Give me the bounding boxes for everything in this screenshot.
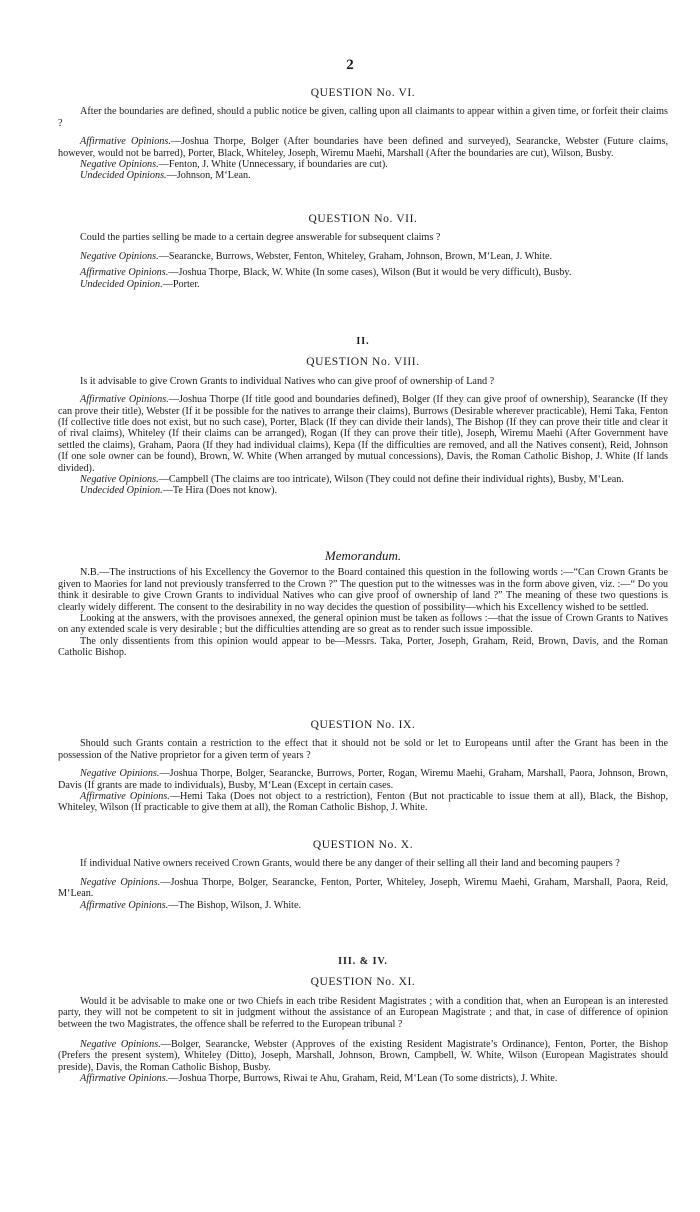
question-heading: QUESTION No. XI. <box>310 976 416 989</box>
opinion-text: —Joshua Thorpe, Bolger, Searancke, Burrows, Porter, Rogan, Wiremu Maehi, Graham, Marshall, Paora, Johnson, Brown, Davis (If grants are made to individuals), Busby, M‘Lean (Except in certain cases. <box>58 768 668 791</box>
opinion-text: —Joshua Thorpe, Black, W. White (In some cases), Wilson (But it would be very difficult), Busby. <box>168 267 572 279</box>
question-text: Should such Grants contain a restriction to the effect that it should not be sold or let to Europeans until after the Grant has been in the possession of the Native proprietor for a given term of years ? <box>58 738 668 761</box>
section-number: III. & IV. <box>338 956 388 967</box>
question-text: Could the parties selling be made to a certain degree answerable for subsequent claims ? <box>80 232 441 244</box>
opinion-text: —Johnson, M‘Lean. <box>166 170 251 182</box>
question-heading: QUESTION No. VI. <box>310 87 416 99</box>
memorandum-paragraph: N.B.—The instructions of his Excellency the Governor to the Board contained this question in the following words :—“Can Crown Grants be given to Maories for land not previously transferred to the Crown ?” The question put to the witnesses was in the form above given, viz. :—“ Do you think it desirable to give Crown Grants to individual Natives who can give proof of ownership of land ?” The meaning of these two questions is clearly widely different. The consent to the desirability in no way decides the question of possibility—which his Excellency wished to be settled. <box>58 567 668 613</box>
question-10-section <box>58 840 668 911</box>
opinion-text: —Searancke, Burrows, Webster, Fenton, Whiteley, Graham, Johnson, Brown, M‘Lean, J. White. <box>158 250 553 262</box>
opinion-text: —The Bishop, Wilson, J. White. <box>168 899 302 911</box>
opinion-label: Undecided Opinion. <box>80 485 163 497</box>
question-9-section <box>58 720 668 814</box>
opinion-label: Affirmative Opinions. <box>80 394 169 406</box>
opinion-label: Undecided Opinions. <box>80 170 167 182</box>
opinion-text: —Joshua Thorpe (If title good and boundaries defined), Bolger (If they can give proof of ownership), Searancke (If they can prove their title), Webster (If it be possible for the natives to arrange their claims), Burrows (Desirable wherever practicable), Hemi Taka, Fenton (If collective title does not exist, but no such case), Porter, Black (If they can divide their lands), The Bishop (If they can prove their title and clear it of rival claims), Whiteley (If their claims can be arranged), Rogan (If they can prove their title), Joseph, Wiremu Maehi (After Government have settled the claims), Graham, Paora (If they had individual claims), Kepa (If the difficulties are removed, and all the Natives consent), Reid, Johnson (If one sole owner can be found), Brown, W. White (When arranged by mutual concessions), Davis, the Roman Catholic Bishop, J. White (If lands divided). <box>58 394 668 474</box>
opinion-label: Affirmative Opinions. <box>80 899 169 911</box>
opinion-label: Negative Opinions. <box>80 876 161 888</box>
opinion-text: —Fenton, J. White (Unnecessary, if boundaries are cut). <box>158 159 388 171</box>
opinion-text: —Porter. <box>162 278 200 290</box>
question-text: After the boundaries are defined, should a public notice be given, calling upon all claimants to appear within a given time, or forfeit their claims ? <box>58 106 668 129</box>
opinion-label: Affirmative Opinions. <box>80 791 170 803</box>
opinion-label: Negative Opinions. <box>80 768 160 780</box>
question-7-section <box>58 214 668 290</box>
question-8-section <box>58 336 668 497</box>
question-heading: QUESTION No. IX. <box>310 719 416 731</box>
memorandum-paragraph: The only dissentients from this opinion would appear to be—Messrs. Taka, Porter, Joseph, Graham, Reid, Brown, Davis, and the Roman Catholic Bishop. <box>58 635 668 659</box>
question-text: If individual Native owners received Crown Grants, would there be any danger of their selling all their land and becoming paupers ? <box>80 858 620 870</box>
opinion-label: Negative Opinions. <box>80 1039 161 1051</box>
opinion-label: Affirmative Opinions. <box>80 1073 169 1085</box>
question-heading: QUESTION No. VII. <box>308 213 418 225</box>
opinion-label: Affirmative Opinions. <box>80 267 169 279</box>
opinion-label: Affirmative Opinions. <box>80 136 171 148</box>
opinion-text: —Joshua Thorpe, Bolger (After boundaries have been defined and surveyed), Searancke, Webster (Future claims, however, would not be barred), Porter, Black, Whiteley, Joseph, Wiremu Maehi, Marshall (After the boundaries are cut), Wilson, Busby. <box>58 136 668 159</box>
question-text: Is it advisable to give Crown Grants to individual Natives who can give proof of ownership of Land ? <box>80 375 495 387</box>
opinion-text: —Bolger, Searancke, Webster (Approves of the existing Resident Magistrate’s Ordinance), Fenton, Porter, the Bishop (Prefers the present system), Whiteley (Ditto), Joseph, Marshall, Johnson, Brown, Campbell, W. White, Wilson (European Magistrates should preside), Davis, the Roman Catholic Bishop, Busby. <box>58 1039 668 1073</box>
opinion-text: —Hemi Taka (Does not object to a restriction), Fenton (But not practicable to issue them at all), Black, the Bishop, Whiteley, Wilson (If practicable to give them at all), the Roman Catholic Bishop, J. White. <box>58 791 668 814</box>
opinion-label: Undecided Opinion. <box>80 278 163 290</box>
opinion-text: —Joshua Thorpe, Bolger, Searancke, Fenton, Porter, Whiteley, Joseph, Wiremu Maehi, Graham, Marshall, Paora, Reid, M‘Lean. <box>58 876 669 900</box>
question-text: Would it be advisable to make one or two Chiefs in each tribe Resident Magistrates ; with a condition that, when an European is an interested party, they will not be competent to sit in judgment without the assistance of an European Magistrate ; and that, in case of difference of opinion between the two Magistrates, the offence shall be referred to the European tribunal ? <box>58 995 668 1030</box>
memorandum-heading: Memorandum. <box>324 548 402 563</box>
question-heading: QUESTION No. X. <box>312 839 414 851</box>
question-heading: QUESTION No. VIII. <box>306 356 420 369</box>
page-number: 2 <box>346 57 354 73</box>
opinion-text: —Te Hira (Does not know). <box>162 485 278 497</box>
opinion-label: Negative Opinions. <box>80 474 159 486</box>
opinion-label: Negative Opinions. <box>80 159 159 171</box>
section-number: II. <box>356 336 370 347</box>
opinion-label: Negative Opinions. <box>80 250 159 262</box>
memorandum-paragraph: Looking at the answers, with the provisoes annexed, the general opinion must be taken as follows :—that the issue of Crown Grants to Natives on any extended scale is very desirable ; but the difficulties attending are so great as to render such issue impossible. <box>58 613 668 636</box>
question-6-section <box>58 88 668 182</box>
opinion-text: —Joshua Thorpe, Burrows, Riwai te Ahu, Graham, Reid, M‘Lean (To some districts), J. White. <box>168 1073 558 1085</box>
opinion-text: —Campbell (The claims are too intricate), Wilson (They could not define their individual rights), Busby, M‘Lean. <box>158 474 624 486</box>
question-11-section <box>58 956 668 1085</box>
memorandum-section <box>58 550 668 659</box>
